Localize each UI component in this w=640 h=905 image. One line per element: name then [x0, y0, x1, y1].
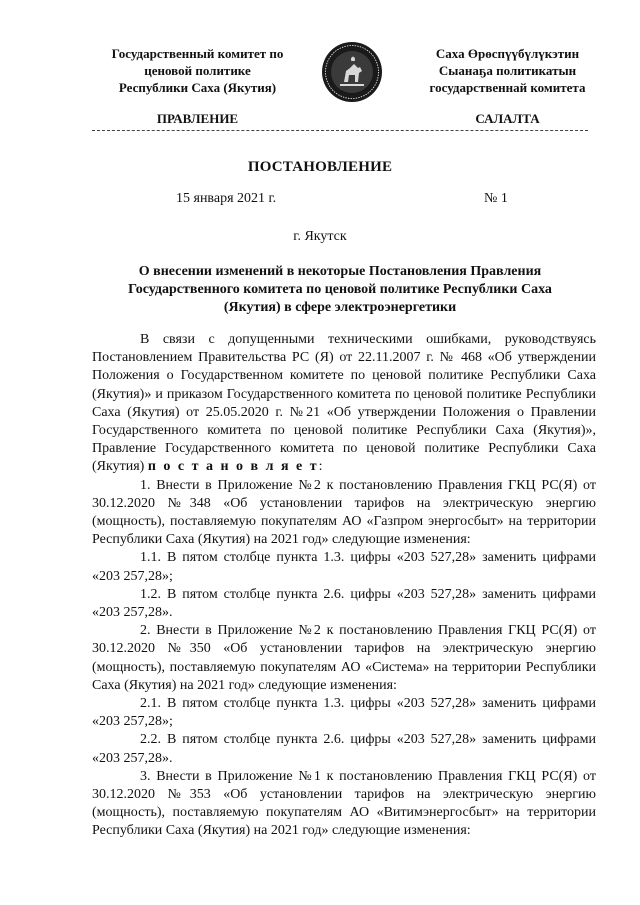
- header-left-line: Государственный комитет по: [111, 46, 284, 61]
- board-label-right: САЛАЛТА: [475, 111, 540, 126]
- header-divider: [92, 130, 588, 131]
- board-label-left: ПРАВЛЕНИЕ: [156, 111, 239, 126]
- item-paragraph: 2.2. В пятом столбце пункта 2.6. цифры «203 527,28» заменить цифрами «203 257,28».: [92, 732, 596, 766]
- header-left-line: ценовой политике: [144, 63, 251, 78]
- coat-of-arms-emblem: [320, 40, 384, 104]
- item-paragraph: 1.2. В пятом столбце пункта 2.6. цифры «203 527,28» заменить цифрами «203 257,28».: [92, 586, 596, 621]
- header-right-line: Саха Өрөспүүбүлүкэтин: [435, 46, 580, 61]
- header-right-org: [400, 45, 615, 96]
- document-number: № 1: [484, 191, 508, 206]
- header-left-line: Республики Саха (Якутия): [118, 80, 277, 95]
- resolves-colon: :: [318, 459, 323, 475]
- item-paragraph: 1. Внести в Приложение №2 к постановлению Правления ГКЦ РС(Я) от 30.12.2020 №348 «Об установлении тарифов на электрическую энергию (мощность), поставляемую покупателям АО «Газпром энергосбыт» на территории Республики Саха (Якутия) на 2021 год» следующие изменения:: [92, 477, 596, 548]
- resolves-word: п о с т а н о в л я е т: [147, 459, 319, 475]
- document-body: [92, 331, 596, 841]
- item-paragraph: 2. Внести в Приложение №2 к постановлению Правления ГКЦ РС(Я) от 30.12.2020 №350 «Об установлении тарифов на электрическую энергию (мощность), поставляемую покупателям АО «Система» на территории Республики Саха (Якутия) на 2021 год» следующие изменения:: [92, 623, 596, 693]
- item-paragraph: 2.1. В пятом столбце пункта 1.3. цифры «203 527,28» заменить цифрами «203 257,28»;: [92, 696, 596, 730]
- document-subject: О внесении изменений в некоторые Постановления Правления Государственного комитета по ценовой политике Республики Саха (Якутия) в сфере электроэнергетики: [128, 264, 552, 315]
- preamble-text: В связи с допущенными техническими ошибками, руководствуясь Постановлением Правительства РС (Я) от 22.11.2007 г. № 468 «Об утверждении Положения о Государственном комитете по ценовой политике Республики Саха (Якутия)» и приказом Государственного комитета по ценовой политике Республики Саха (Якутия) от 25.05.2020 г. №21 «Об утверждении Положения о Правлении Государственного комитета по ценовой политике Республики Саха (Якутия)», Правление Государственного комитета по ценовой политике Республики Саха (Якутия): [92, 332, 596, 475]
- preamble-paragraph: [92, 331, 596, 477]
- header-right-line: Сыанаҕа политикатын: [438, 63, 577, 78]
- item-paragraph: 3. Внести в Приложение №1 к постановлению Правления ГКЦ РС(Я) от 30.12.2020 №353 «Об установлении тарифов на электрическую энергию (мощность), поставляемую покупателям АО «Витимэнергосбыт» на территории Республики Саха (Якутия) на 2021 год» следующие изменения:: [92, 768, 596, 839]
- header-right-line: государственнай комитета: [429, 80, 586, 95]
- header-left-org: [95, 45, 300, 96]
- document-city: г. Якутск: [293, 229, 347, 244]
- document-title: ПОСТАНОВЛЕНИЕ: [247, 159, 393, 175]
- item-paragraph: 1.1. В пятом столбце пункта 1.3. цифры «203 527,28» заменить цифрами «203 257,28»;: [92, 550, 596, 584]
- document-date: 15 января 2021 г.: [176, 191, 277, 206]
